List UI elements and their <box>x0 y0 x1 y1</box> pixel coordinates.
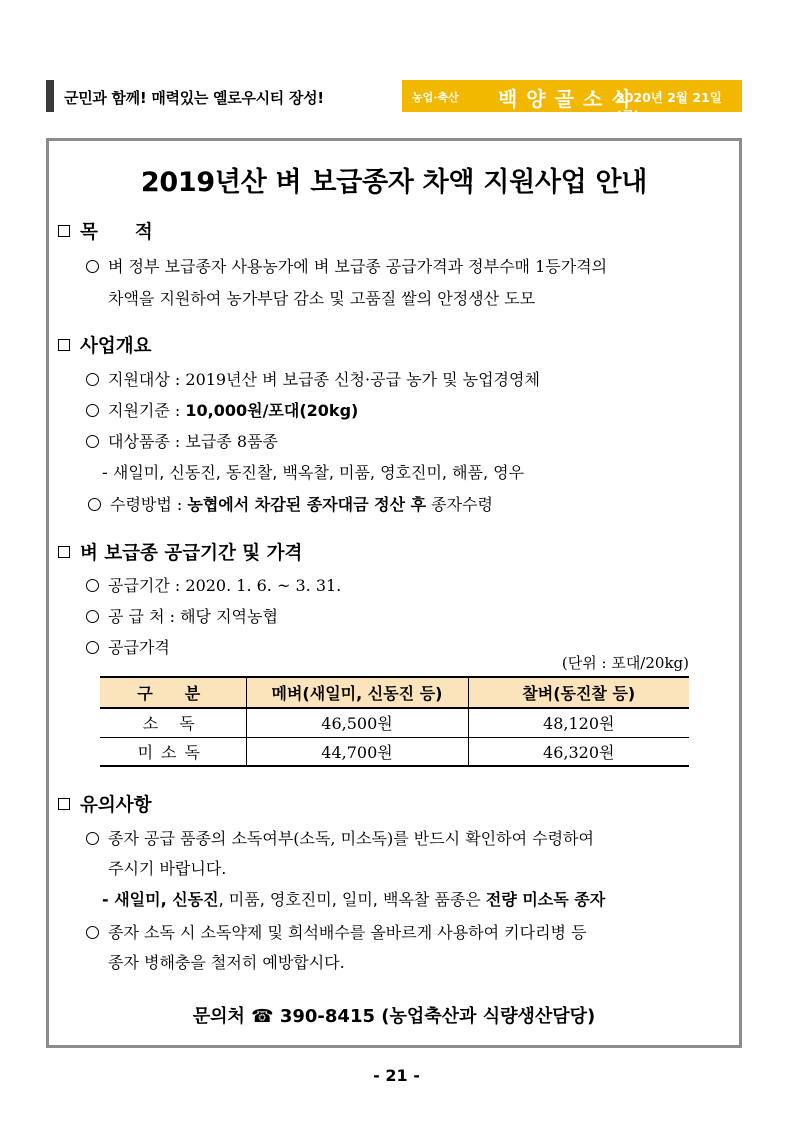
newsletter-name: 백 양 골 소 식 <box>498 87 632 111</box>
page-title: 2019년산 벼 보급종자 차액 지원사업 안내 <box>140 167 648 198</box>
table-cell: 44,700원 <box>246 737 468 766</box>
header-category: 농업·축산 <box>412 91 459 104</box>
purpose-line-2: 차액을 지원하여 농가부담 감소 및 고품질 쌀의 안정생산 도모 <box>108 289 536 308</box>
overview-method: 수령방법 : 농협에서 차감된 종자대금 정산 후 종자수령 <box>88 492 493 515</box>
note-1-line-1: 종자 공급 품종의 소독여부(소독, 미소독)를 반드시 확인하여 수령하여 <box>86 826 594 849</box>
price-unit: (단위 : 포대/20kg) <box>561 654 689 672</box>
square-bullet-icon <box>58 798 70 810</box>
table-header-cell: 구 분 <box>100 677 246 708</box>
overview-varieties: 대상품종 : 보급종 8품종 <box>86 429 278 452</box>
circle-bullet-icon <box>86 579 99 592</box>
page-number: - 21 - <box>373 1066 420 1085</box>
table-header-row <box>100 677 689 708</box>
square-bullet-icon <box>58 546 70 558</box>
note-sub-line: - 새일미, 신동진, 미품, 영호진미, 일미, 백옥찰 품종은 전량 미소독 종자 <box>102 890 606 909</box>
table-cell: 46,320원 <box>468 737 689 766</box>
table-row <box>100 708 689 737</box>
table-cell: 46,500원 <box>246 708 468 737</box>
purpose-line-1: 벼 정부 보급종자 사용농가에 벼 보급종 공급가격과 정부수매 1등가격의 <box>86 254 607 277</box>
section-supply-heading: 벼 보급종 공급기간 및 가격 <box>58 539 302 565</box>
supply-period: 공급기간 : 2020. 1. 6. ~ 3. 31. <box>86 573 341 596</box>
circle-bullet-icon <box>86 832 99 845</box>
price-table <box>100 676 689 767</box>
circle-bullet-icon <box>86 610 99 623</box>
table-header-cell: 메벼(새일미, 신동진 등) <box>246 677 468 708</box>
table-row <box>100 737 689 766</box>
supply-place: 공 급 처 : 해당 지역농협 <box>86 604 278 627</box>
overview-target: 지원대상 : 2019년산 벼 보급종 신청·공급 농가 및 농업경영체 <box>86 367 540 390</box>
note-1-line-2: 주시기 바랍니다. <box>108 859 227 878</box>
note-2-line-2: 종자 병해충을 철저히 예방합시다. <box>108 953 345 972</box>
header-date: 2020년 2월 21일(금) <box>616 90 722 123</box>
circle-bullet-icon <box>86 404 99 417</box>
overview-variety-list: - 새일미, 신동진, 동진찰, 백옥찰, 미품, 영호진미, 해품, 영우 <box>102 463 525 482</box>
circle-bullet-icon <box>86 435 99 448</box>
header-accent-bar <box>46 80 54 112</box>
circle-bullet-icon <box>88 498 101 511</box>
circle-bullet-icon <box>86 260 99 273</box>
header-slogan: 군민과 함께! 매력있는 옐로우시티 장성! <box>64 89 324 107</box>
section-purpose-heading: 목 적 <box>58 218 153 244</box>
table-cell: 소 독 <box>100 708 246 737</box>
circle-bullet-icon <box>86 926 99 939</box>
section-notes-heading: 유의사항 <box>58 791 151 817</box>
contact-info: 문의처 ☎ 390-8415 (농업축산과 식량생산담당) <box>192 1006 596 1027</box>
table-header-cell: 찰벼(동진찰 등) <box>468 677 689 708</box>
section-overview-heading: 사업개요 <box>58 332 151 358</box>
newsletter-banner <box>402 80 742 123</box>
table-cell: 48,120원 <box>468 708 689 737</box>
page-header <box>46 80 742 123</box>
square-bullet-icon <box>58 339 70 351</box>
circle-bullet-icon <box>86 641 99 654</box>
circle-bullet-icon <box>86 373 99 386</box>
overview-criteria: 지원기준 : 10,000원/포대(20kg) <box>86 398 358 421</box>
note-2-line-1: 종자 소독 시 소독약제 및 희석배수를 올바르게 사용하여 키다리병 등 <box>86 920 587 943</box>
supply-price-label: 공급가격 <box>86 635 170 658</box>
table-cell: 미소독 <box>100 737 246 766</box>
square-bullet-icon <box>58 225 70 237</box>
